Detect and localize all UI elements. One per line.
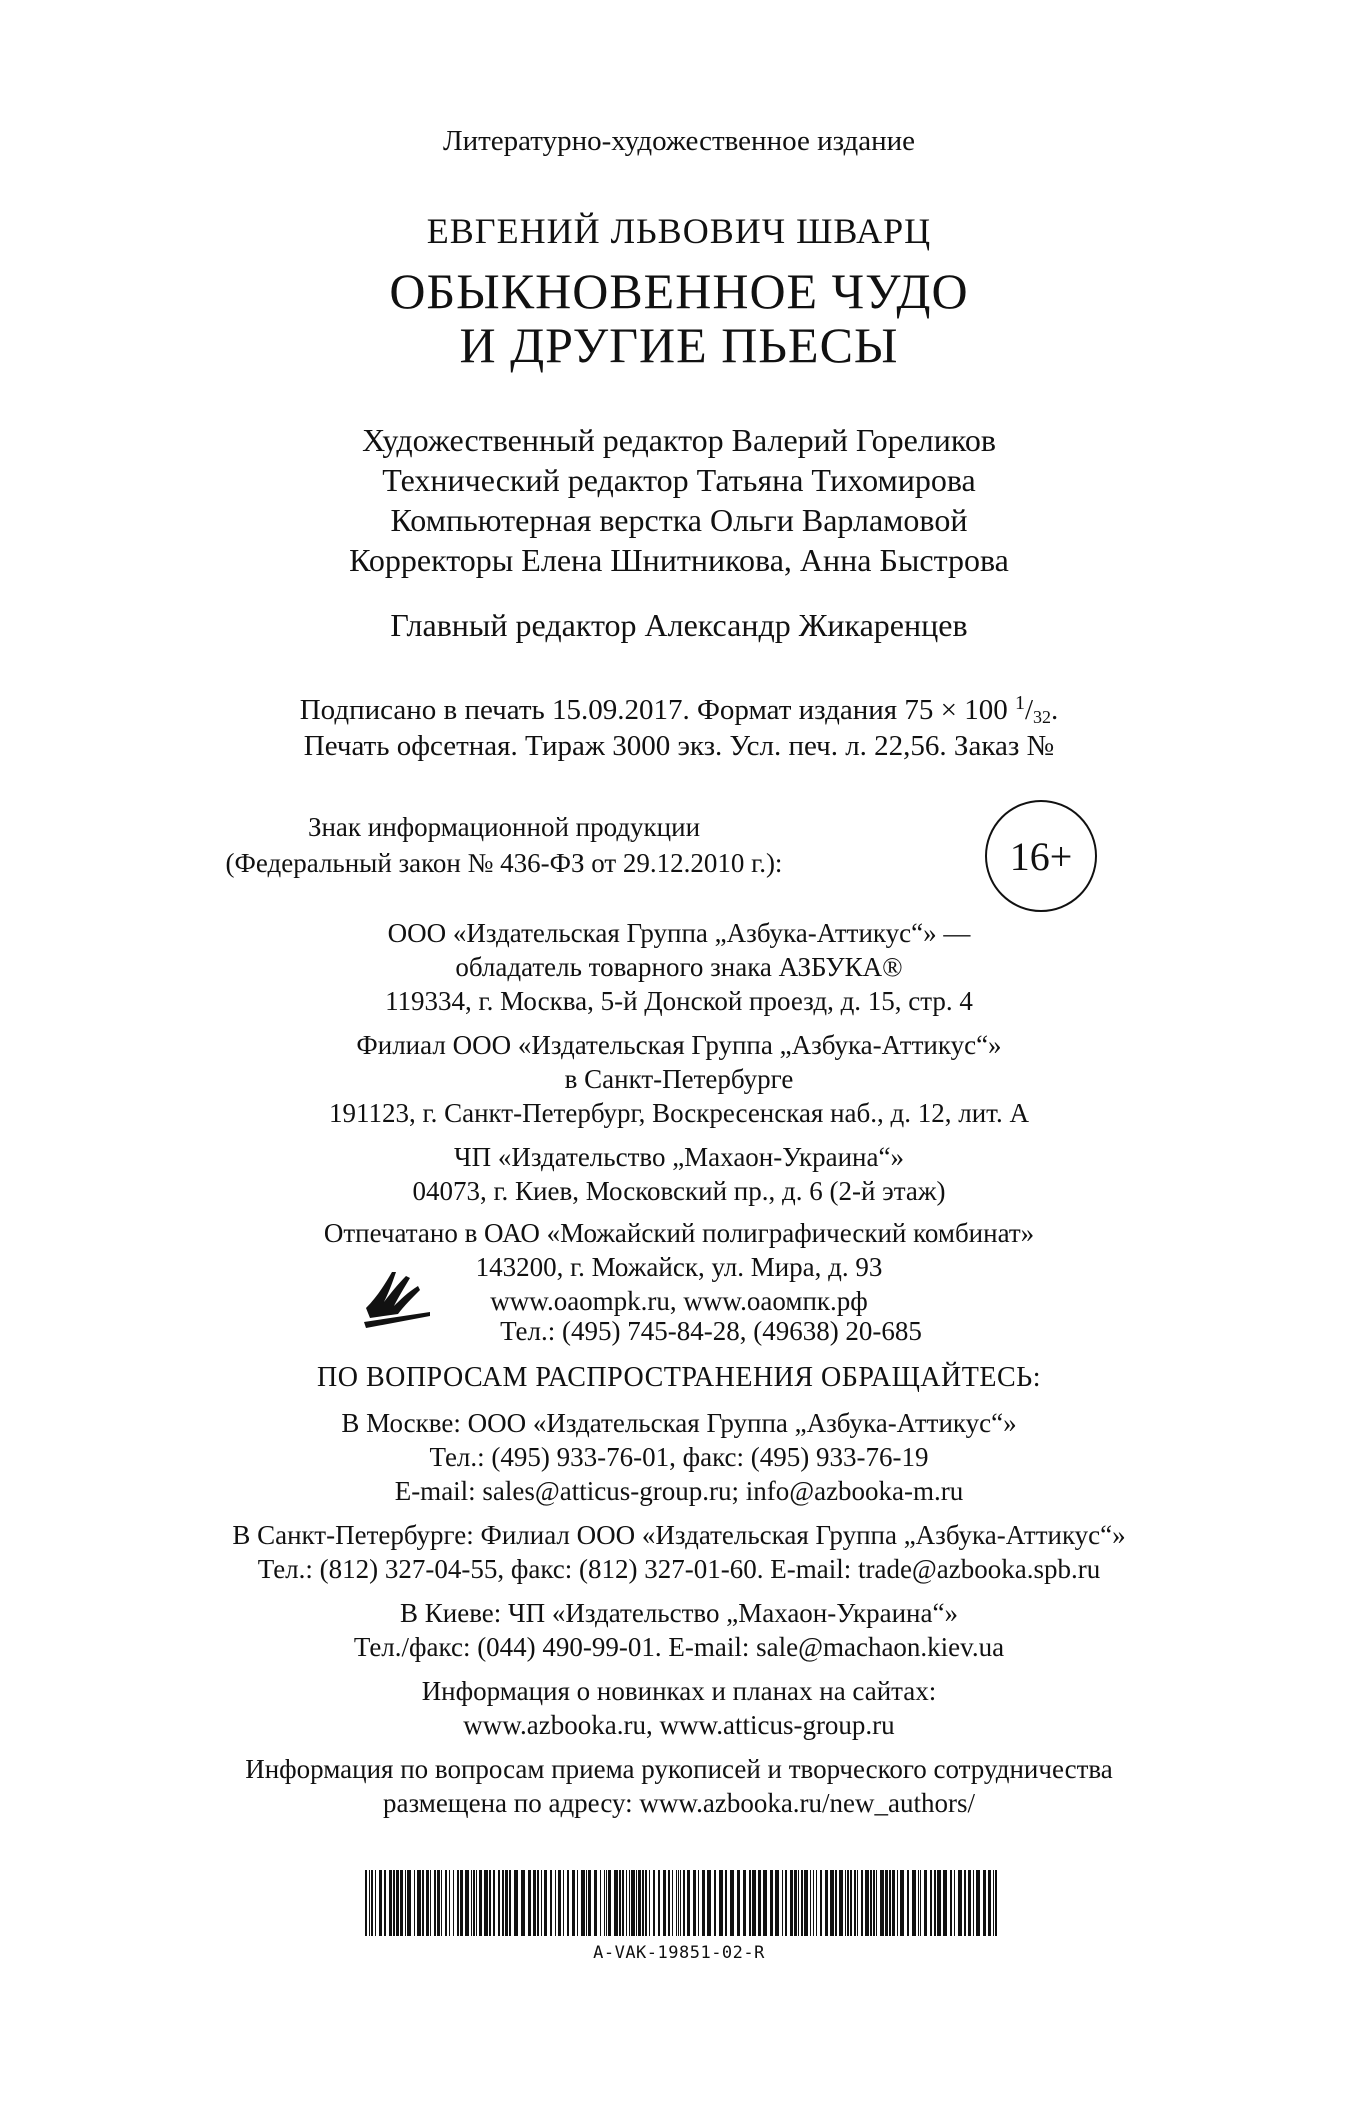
printer-phone: Тел.: (495) 745-84-28, (49638) 20-685	[500, 1316, 922, 1346]
publisher-line1: ООО «Издательская Группа „Азбука-Аттикус“» —	[387, 918, 971, 948]
author-name: ЕВГЕНИЙ ЛЬВОВИЧ ШВАРЦ	[426, 211, 932, 251]
websites-line1: Информация о новинках и планах на сайтах:	[421, 1676, 937, 1706]
printer-address: 143200, г. Можайск, ул. Мира, д. 93	[475, 1252, 883, 1282]
info-sign-line1: Знак информационной продукции	[307, 812, 701, 842]
print-info-line1: Подписано в печать 15.09.2017. Формат издания 75 × 100 $^1/_{32}$.	[299, 692, 1059, 727]
branch-spb-line1: Филиал ООО «Издательская Группа „Азбука-Аттикус“»	[356, 1030, 1002, 1060]
book-title-line1: ОБЫКНОВЕННОЕ ЧУДО	[389, 263, 969, 319]
age-rating-badge: 16+	[985, 800, 1097, 912]
chief-editor: Главный редактор Александр Жикаренцев	[390, 607, 968, 643]
websites-line2: www.azbooka.ru, www.atticus-group.ru	[463, 1710, 895, 1740]
distribution-moscow-email: E-mail: sales@atticus-group.ru; info@azbooka-m.ru	[394, 1476, 964, 1506]
branch-spb-address: 191123, г. Санкт-Петербург, Воскресенская наб., д. 12, лит. А	[329, 1098, 1029, 1128]
publisher-line2: обладатель товарного знака АЗБУКА®	[455, 952, 903, 982]
format-fraction-numerator: 1	[1014, 692, 1025, 714]
branch-spb-line2: в Санкт-Петербурге	[564, 1064, 794, 1094]
distribution-kiev-line1: В Киеве: ЧП «Издательство „Махаон-Украина“»	[400, 1598, 958, 1628]
distribution-moscow-line1: В Москве: ООО «Издательская Группа „Азбука-Аттикус“»	[341, 1408, 1017, 1438]
book-title-line2: И ДРУГИЕ ПЬЕСЫ	[459, 317, 899, 373]
distribution-spb-contacts: Тел.: (812) 327-04-55, факс: (812) 327-01-60. E-mail: trade@azbooka.spb.ru	[257, 1554, 1101, 1584]
printer-logo-icon	[362, 1268, 434, 1332]
info-sign-line2: (Федеральный закон № 436-ФЗ от 29.12.2010 г.):	[225, 848, 783, 878]
manuscripts-line2: размещена по адресу: www.azbooka.ru/new_authors/	[382, 1788, 976, 1818]
credit-art-editor: Художественный редактор Валерий Гореликов	[362, 422, 996, 458]
format-fraction-denominator: 32	[1033, 707, 1052, 727]
barcode-code: A-VAK-19851-02-R	[593, 1943, 765, 1963]
print-info-line2: Печать офсетная. Тираж 3000 экз. Усл. печ. л. 22,56. Заказ №	[303, 730, 1055, 762]
print-info-prefix: Подписано в печать 15.09.2017. Формат издания 75 × 100	[299, 694, 1015, 726]
publisher-address: 119334, г. Москва, 5-й Донской проезд, д. 15, стр. 4	[385, 986, 973, 1016]
credit-proofreaders: Корректоры Елена Шнитникова, Анна Быстрова	[349, 542, 1009, 578]
distribution-kiev-contacts: Тел./факс: (044) 490-99-01. E-mail: sale@machaon.kiev.ua	[353, 1632, 1005, 1662]
credit-layout: Компьютерная верстка Ольги Варламовой	[390, 502, 968, 538]
barcode-icon	[365, 1870, 997, 1936]
print-info-suffix: .	[1051, 694, 1059, 726]
printer-line1: Отпечатано в ОАО «Можайский полиграфический комбинат»	[323, 1218, 1035, 1248]
credit-tech-editor: Технический редактор Татьяна Тихомирова	[382, 462, 976, 498]
manuscripts-line1: Информация по вопросам приема рукописей и творческого сотрудничества	[245, 1754, 1113, 1784]
distribution-heading: ПО ВОПРОСАМ РАСПРОСТРАНЕНИЯ ОБРАЩАЙТЕСЬ:	[317, 1362, 1041, 1393]
edition-type: Литературно-художественное издание	[442, 125, 916, 157]
printer-websites: www.oaompk.ru, www.оаомпк.рф	[490, 1286, 868, 1316]
distribution-moscow-phone: Тел.: (495) 933-76-01, факс: (495) 933-76-19	[429, 1442, 929, 1472]
distribution-spb-line1: В Санкт-Петербурге: Филиал ООО «Издательская Группа „Азбука-Аттикус“»	[232, 1520, 1126, 1550]
branch-kiev-line1: ЧП «Издательство „Махаон-Украина“»	[454, 1142, 904, 1172]
branch-kiev-address: 04073, г. Киев, Московский пр., д. 6 (2-й этаж)	[412, 1176, 946, 1206]
